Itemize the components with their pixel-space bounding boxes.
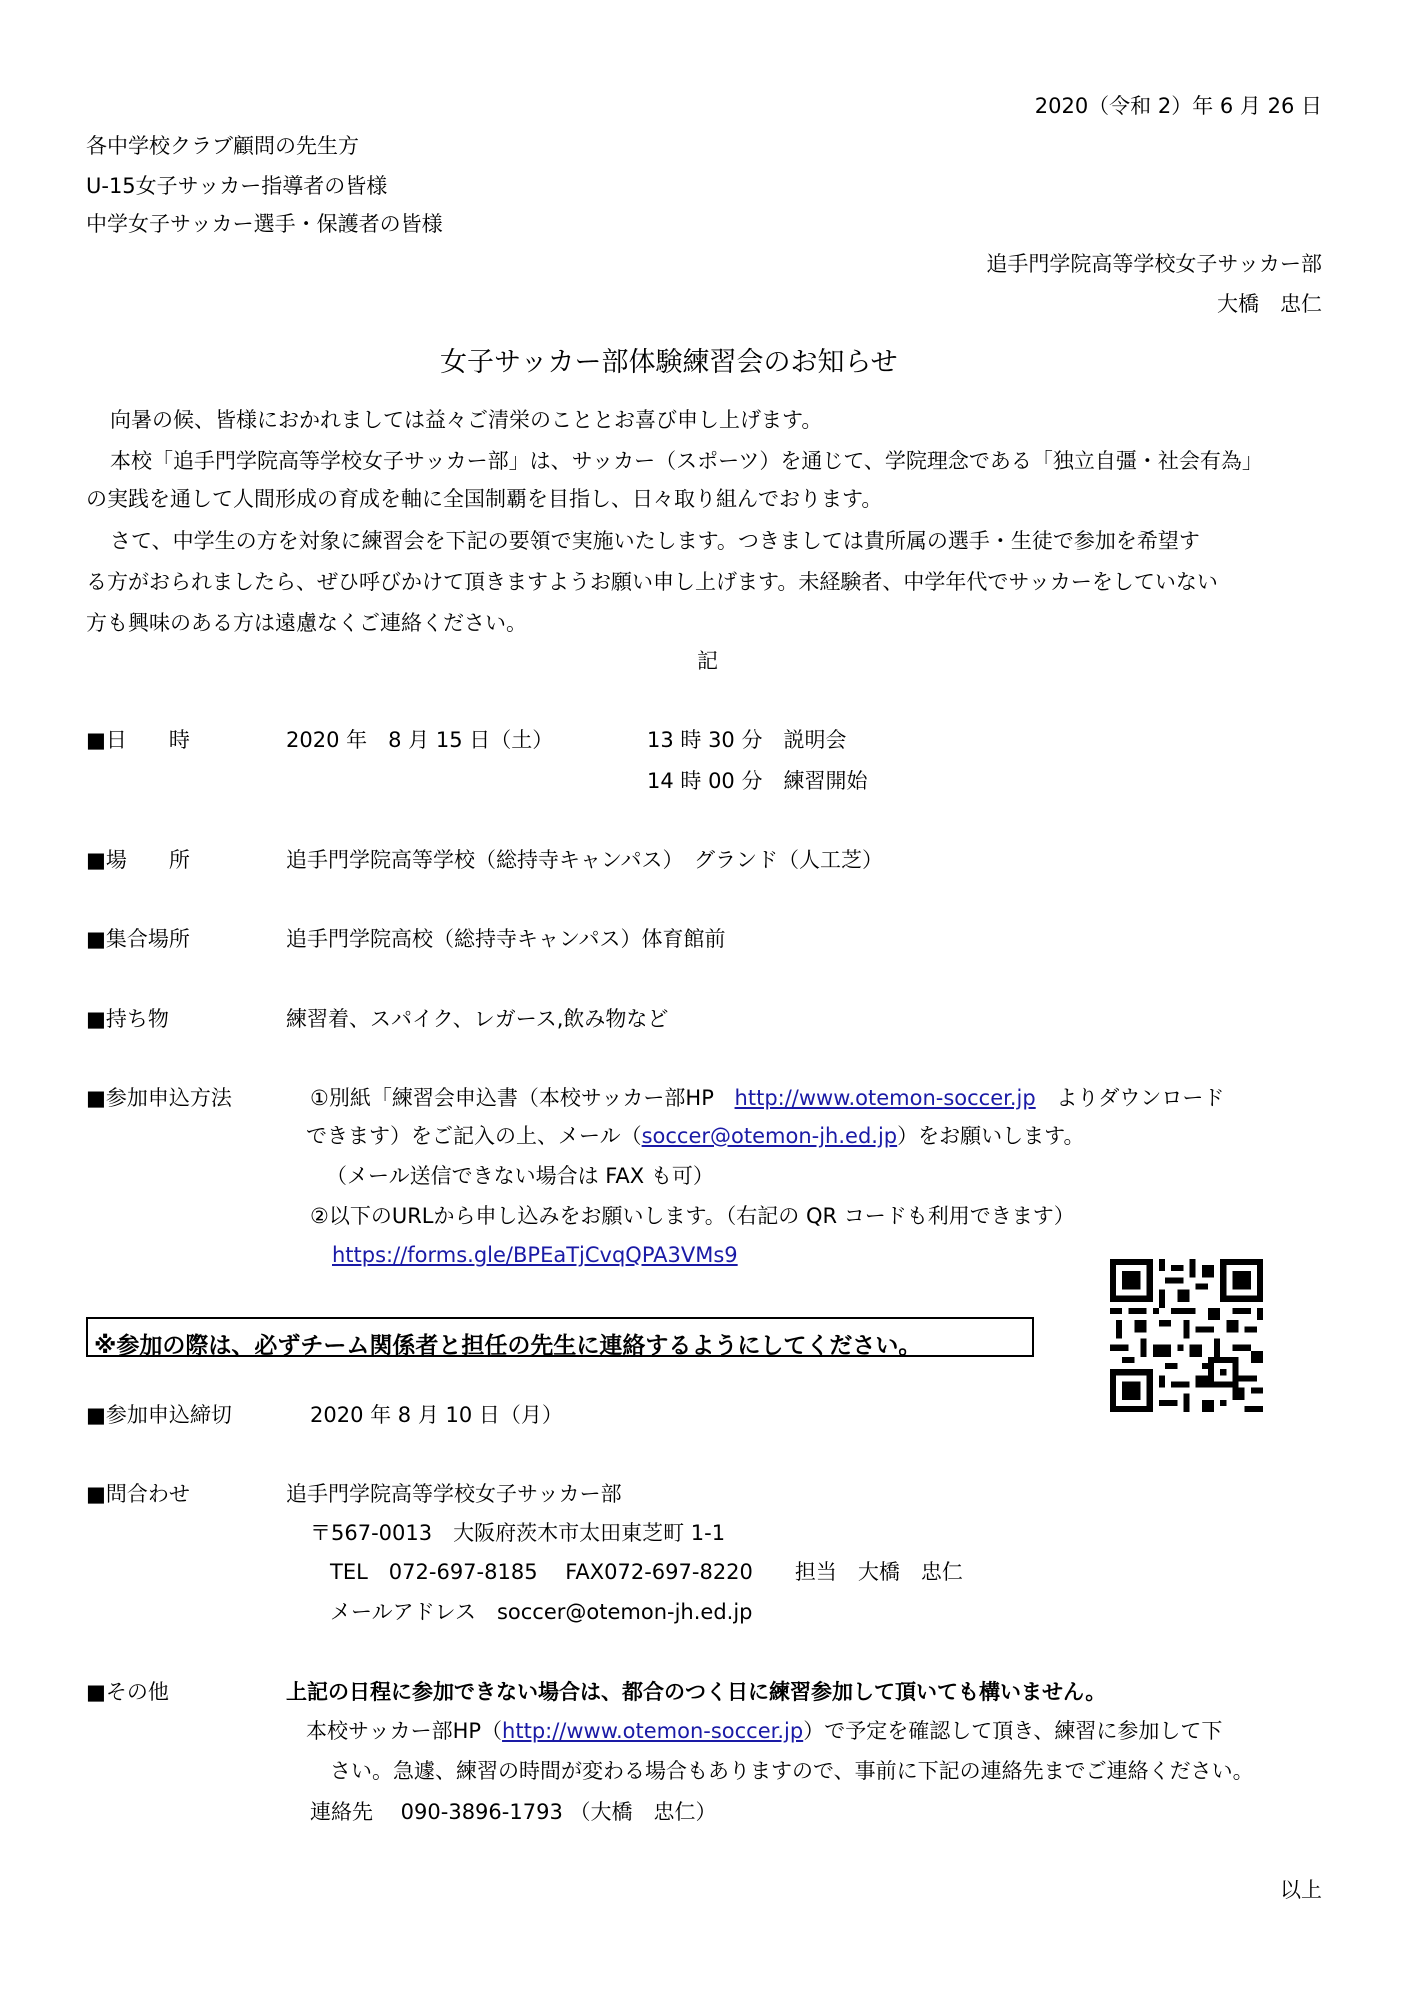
- schedule-time-1: 13 時 30 分 説明会: [647, 728, 847, 752]
- contact-phone: TEL 072-697-8185 FAX072-697-8220 担当 大橋 忠仁: [330, 1560, 963, 1584]
- intro-line-6: 方も興味のある方は遠慮なくご連絡ください。: [86, 611, 527, 635]
- apply-line-2-text: できます）をご記入の上、メール（: [306, 1124, 642, 1148]
- sender-organization: 追手門学院高等学校女子サッカー部: [986, 252, 1322, 276]
- addressee-1: 各中学校クラブ顧問の先生方: [86, 134, 359, 158]
- email-link[interactable]: soccer@otemon-jh.ed.jp: [641, 1124, 898, 1148]
- intro-line-4: さて、中学生の方を対象に練習会を下記の要領で実施いたします。つきましては貴所属の選手・生徒で参加を希望す: [110, 529, 1200, 553]
- club-homepage-link-2[interactable]: http://www.otemon-soccer.jp: [502, 1719, 804, 1743]
- place-label: ■場 所: [86, 848, 190, 872]
- belongings-label: ■持ち物: [86, 1007, 169, 1031]
- contact-email: メールアドレス soccer@otemon-jh.ed.jp: [330, 1600, 753, 1624]
- schedule-label: ■日 時: [86, 728, 190, 752]
- other-line-2-text: 本校サッカー部HP（: [306, 1719, 503, 1743]
- contact-address: 〒567-0013 大阪府茨木市太田東芝町 1-1: [310, 1521, 726, 1545]
- apply-line-1-suffix: よりダウンロード: [1056, 1086, 1225, 1110]
- apply-line-1: [310, 1088, 1224, 1109]
- other-line-3: さい。急遽、練習の時間が変わる場合もありますので、事前に下記の連絡先までご連絡ください。: [330, 1759, 1254, 1783]
- document-date: 2020（令和 2）年 6 月 26 日: [1034, 94, 1322, 118]
- other-line-2: [306, 1721, 1222, 1742]
- sender-name: 大橋 忠仁: [1217, 292, 1322, 316]
- page-title: 女子サッカー部体験練習会のお知らせ: [440, 347, 898, 378]
- closing: 以上: [1280, 1878, 1322, 1902]
- notice-text: ※参加の際は、必ずチーム関係者と担任の先生に連絡するようにしてください。: [94, 1333, 922, 1359]
- deadline-value: 2020 年 8 月 10 日（月）: [310, 1403, 563, 1427]
- intro-line-1: 向暑の候、皆様におかれましては益々ご清栄のこととお喜び申し上げます。: [110, 408, 823, 432]
- schedule-time-2: 14 時 00 分 練習開始: [647, 769, 868, 793]
- ki-marker: 記: [697, 649, 718, 673]
- contact-label: ■問合わせ: [86, 1482, 190, 1506]
- other-label: ■その他: [86, 1680, 169, 1704]
- contact-org: 追手門学院高等学校女子サッカー部: [286, 1482, 622, 1506]
- meeting-label: ■集合場所: [86, 927, 190, 951]
- apply-line-2: [306, 1126, 1084, 1147]
- apply-line-4: ②以下のURLから申し込みをお願いします。（右記の QR コードも利用できます）: [310, 1204, 1075, 1228]
- apply-line-3: （メール送信できない場合は FAX も可）: [326, 1164, 714, 1188]
- schedule-date: 2020 年 8 月 15 日（土）: [286, 728, 554, 752]
- intro-line-2: 本校「追手門学院高等学校女子サッカー部」は、サッカー（スポーツ）を通じて、学院理念である「独立自彊・社会有為」: [110, 449, 1263, 473]
- form-url-link[interactable]: https://forms.gle/BPEaTjCvqQPA3VMs9: [332, 1243, 738, 1267]
- qr-code-graphic: [1110, 1259, 1263, 1412]
- addressee-2: U-15女子サッカー指導者の皆様: [86, 174, 388, 198]
- other-line-2-suffix: ）で予定を確認して頂き、練習に参加して下: [803, 1719, 1223, 1743]
- belongings-value: 練習着、スパイク、レガース,飲み物など: [286, 1007, 669, 1031]
- place-value: 追手門学院高等学校（総持寺キャンパス） グランド（人工芝）: [286, 848, 884, 872]
- apply-line-2-suffix: ）をお願いします。: [897, 1124, 1085, 1148]
- meeting-value: 追手門学院高校（総持寺キャンパス）体育館前: [286, 927, 726, 951]
- club-homepage-link[interactable]: http://www.otemon-soccer.jp: [734, 1086, 1036, 1110]
- intro-line-3: の実践を通して人間形成の育成を軸に全国制覇を目指し、日々取り組んでおります。: [86, 487, 883, 511]
- qr-code-icon[interactable]: [1110, 1259, 1263, 1412]
- intro-line-5: る方がおられましたら、ぜひ呼びかけて頂きますようお願い申し上げます。未経験者、中学年代でサッカーをしていない: [86, 570, 1218, 594]
- other-contact: 連絡先 090-3896-1793 （大橋 忠仁）: [310, 1800, 717, 1824]
- deadline-label: ■参加申込締切: [86, 1403, 232, 1427]
- addressee-3: 中学女子サッカー選手・保護者の皆様: [86, 212, 443, 236]
- apply-label: ■参加申込方法: [86, 1086, 232, 1110]
- other-bold-line: 上記の日程に参加できない場合は、都合のつく日に練習参加して頂いても構いません。: [286, 1680, 1107, 1704]
- notice-box: [86, 1317, 1034, 1357]
- apply-line-1-text: ①別紙「練習会申込書（本校サッカー部HP: [310, 1086, 714, 1110]
